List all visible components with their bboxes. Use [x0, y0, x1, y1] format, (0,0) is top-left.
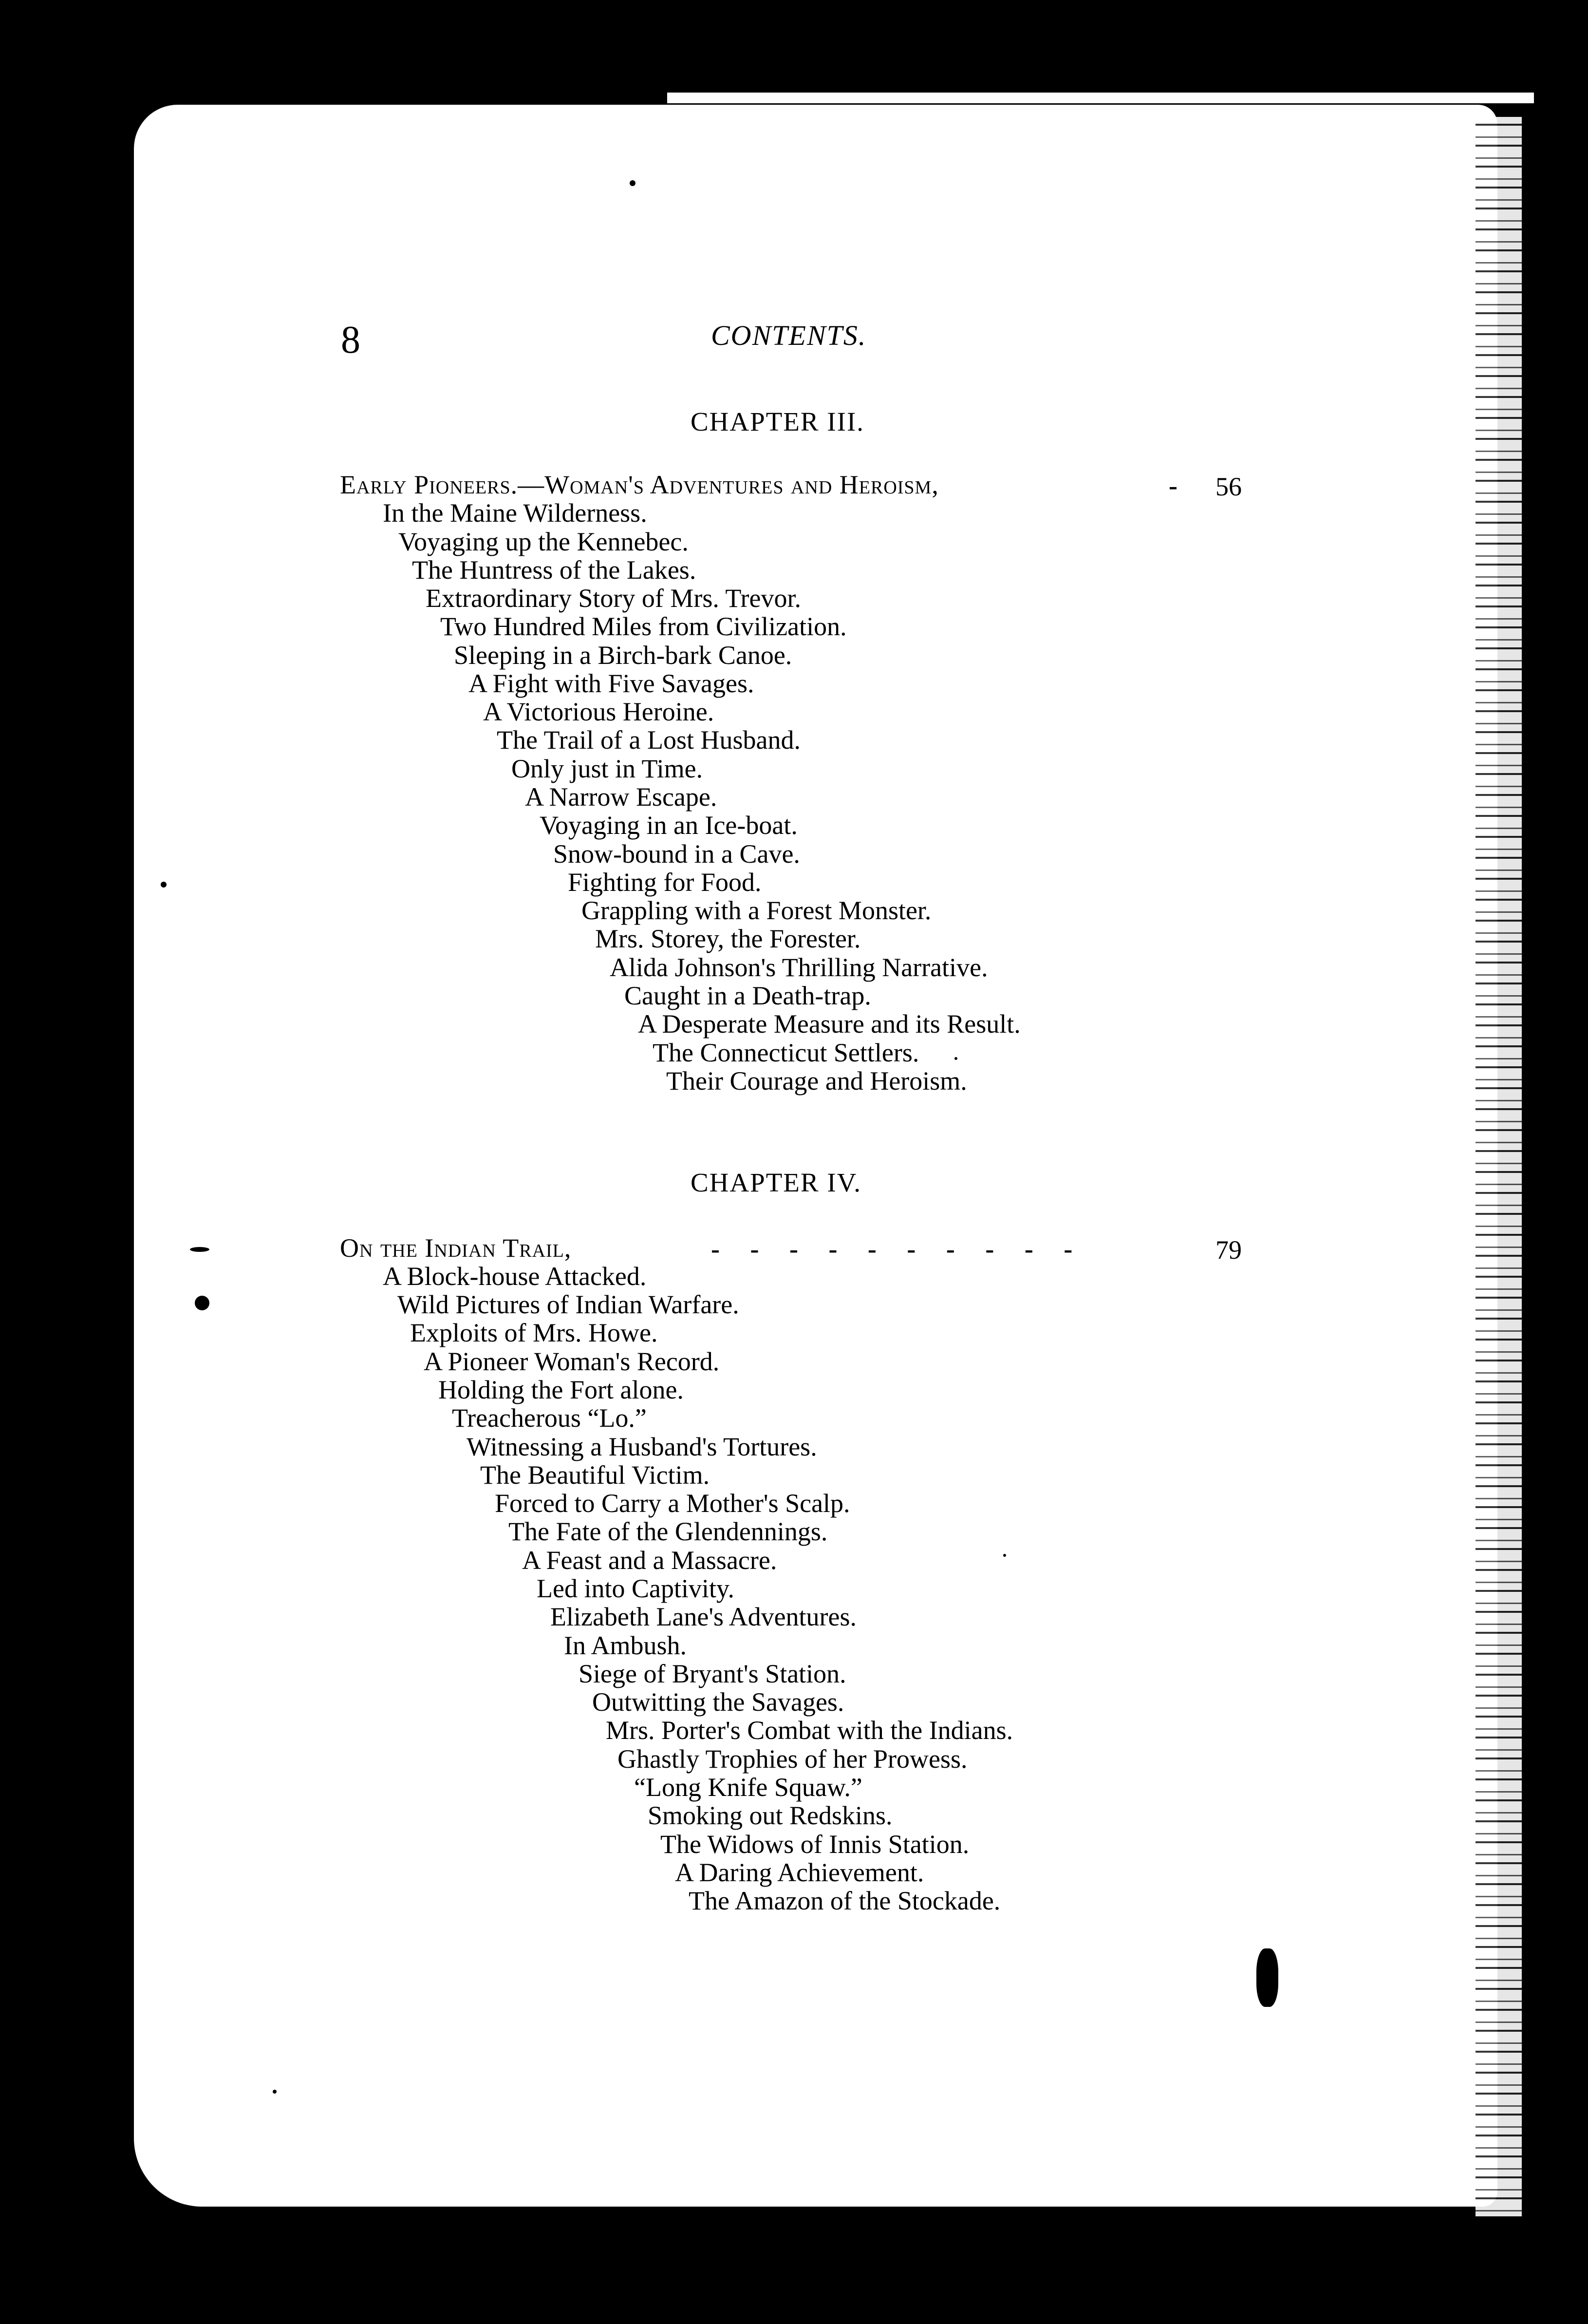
entry-line: In Ambush.: [564, 1631, 687, 1660]
scan-speck: [273, 2090, 277, 2094]
entry-line: Voyaging up the Kennebec.: [398, 527, 689, 556]
entry-line: The Beautiful Victim.: [480, 1460, 710, 1490]
entry-line: A Victorious Heroine.: [483, 697, 714, 726]
dot-leaders: -: [1169, 471, 1177, 500]
entry-line: Outwitting the Savages.: [592, 1687, 844, 1717]
entry-line: The Widows of Innis Station.: [660, 1830, 970, 1859]
entry-line: Caught in a Death-trap.: [624, 981, 871, 1010]
entry-line: Holding the Fort alone.: [438, 1375, 684, 1404]
entry-line: The Fate of the Glendennings.: [508, 1517, 828, 1546]
entry-line: A Desperate Measure and its Result.: [638, 1009, 1021, 1039]
entry-line: Witnessing a Husband's Tortures.: [467, 1432, 817, 1461]
page-binding-edge: [1476, 117, 1522, 2216]
scan-speck: [190, 1247, 209, 1252]
scan-speck: [1003, 1554, 1006, 1557]
entry-line: Only just in Time.: [511, 754, 703, 783]
entry-line: A Pioneer Woman's Record.: [424, 1347, 720, 1376]
dot-leaders: - - - - - - - - - -: [711, 1234, 1073, 1264]
entry-line: A Narrow Escape.: [525, 782, 717, 812]
entry-line: Forced to Carry a Mother's Scalp.: [495, 1489, 850, 1518]
entry-line: Mrs. Storey, the Forester.: [595, 924, 861, 953]
entry-line: Two Hundred Miles from Civilization.: [440, 612, 847, 641]
entry-line: Sleeping in a Birch-bark Canoe.: [454, 641, 792, 670]
chapter-title: On the Indian Trail,: [340, 1233, 572, 1263]
entry-line: Grappling with a Forest Monster.: [581, 896, 932, 925]
entry-line: Fighting for Food.: [568, 868, 762, 897]
entry-line: A Block-house Attacked.: [383, 1262, 647, 1291]
entry-line: Their Courage and Heroism.: [666, 1066, 967, 1096]
entry-line: Snow-bound in a Cave.: [553, 839, 800, 869]
entry-line: The Trail of a Lost Husband.: [497, 725, 801, 755]
scan-speck: [161, 882, 167, 888]
entry-line: A Daring Achievement.: [675, 1858, 924, 1887]
running-head: CONTENTS.: [711, 320, 867, 351]
entry-line: Siege of Bryant's Station.: [579, 1659, 846, 1688]
entry-line: A Feast and a Massacre.: [522, 1546, 777, 1575]
chapter-heading: CHAPTER IV.: [691, 1168, 862, 1197]
entry-line: Mrs. Porter's Combat with the Indians.: [606, 1716, 1013, 1745]
page-top-edge: [667, 93, 1534, 103]
entry-line: The Connecticut Settlers.: [653, 1038, 919, 1067]
entry-line: Extraordinary Story of Mrs. Trevor.: [426, 584, 801, 613]
scan-speck: [630, 180, 635, 186]
entry-line: Elizabeth Lane's Adventures.: [550, 1602, 857, 1631]
entry-line: Voyaging in an Ice-boat.: [540, 811, 798, 840]
entry-line: Smoking out Redskins.: [648, 1801, 893, 1830]
scan-speck: [195, 1296, 209, 1310]
entry-line: In the Maine Wilderness.: [383, 498, 647, 528]
entry-line: Wild Pictures of Indian Warfare.: [397, 1290, 739, 1319]
entry-line: Ghastly Trophies of her Prowess.: [617, 1744, 968, 1774]
entry-line: Exploits of Mrs. Howe.: [410, 1318, 658, 1347]
chapter-page-number: 56: [1215, 472, 1242, 501]
page-number: 8: [341, 319, 360, 361]
chapter-heading: CHAPTER III.: [691, 407, 865, 436]
entry-line: Treacherous “Lo.”: [452, 1403, 647, 1433]
entry-line: The Huntress of the Lakes.: [412, 555, 696, 585]
entry-line: The Amazon of the Stockade.: [689, 1886, 1001, 1915]
chapter-page-number: 79: [1215, 1235, 1242, 1265]
entry-line: Alida Johnson's Thrilling Narrative.: [610, 953, 988, 982]
entry-line: Led into Captivity.: [537, 1574, 734, 1603]
entry-line: A Fight with Five Savages.: [468, 669, 754, 698]
scan-speck: [954, 1057, 957, 1060]
chapter-title: Early Pioneers.—Woman's Adventures and Heroism,: [340, 470, 939, 499]
entry-line: “Long Knife Squaw.”: [634, 1773, 862, 1802]
ink-blot: [1256, 1948, 1278, 2007]
